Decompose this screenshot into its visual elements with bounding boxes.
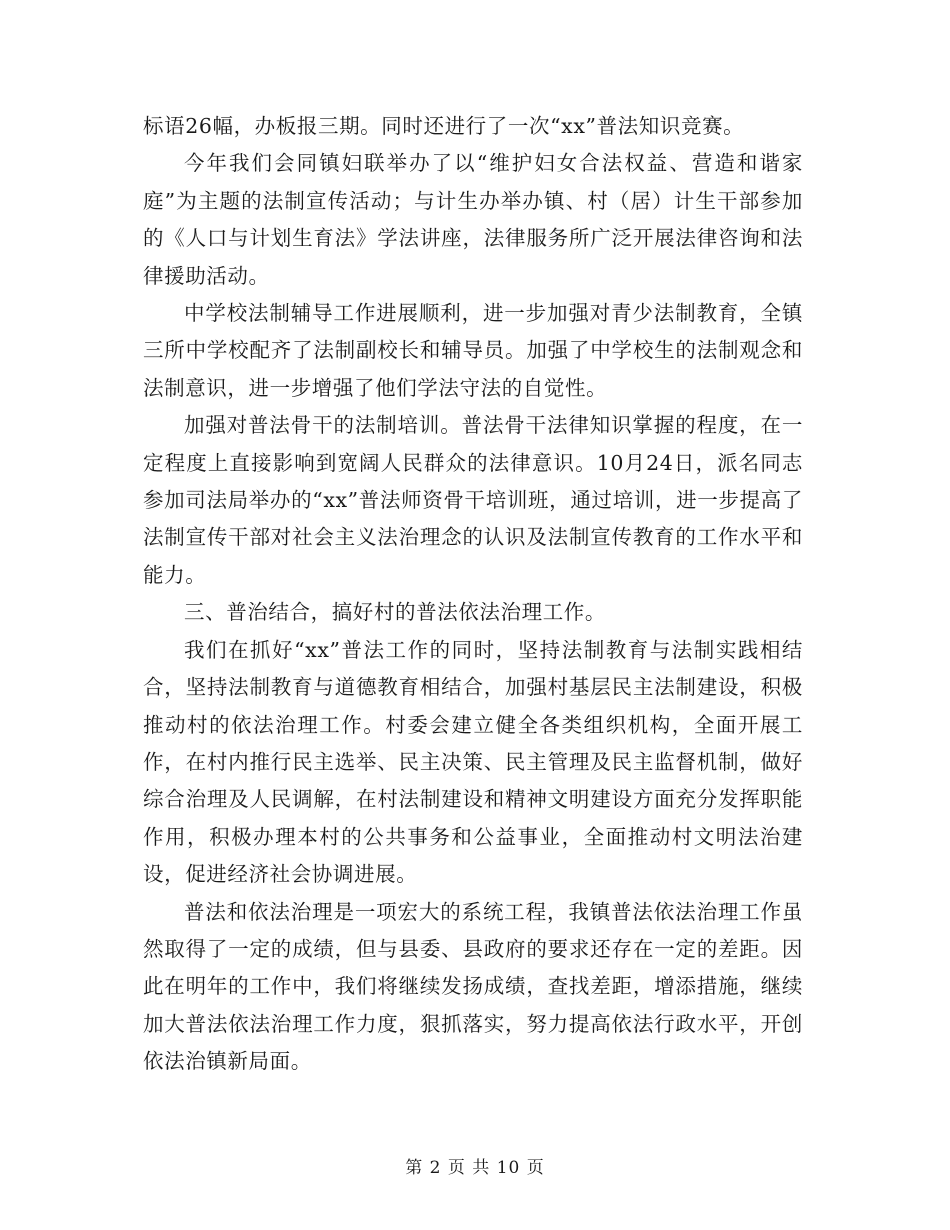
paragraph-village-governance: 我们在抓好“xx”普法工作的同时，坚持法制教育与法制实践相结合，坚持法制教育与道德教育相结合，加强村基层民主法制建设，积极推动村的依法治理工作。村委会建立健全各类组织机构，全面开展工作，在村内推行民主选举、民主决策、民主管理及民主监督机制，做好综合治理及人民调解，在村法制建设和精神文明建设方面充分发挥职能作用，积极办理本村的公共事务和公益事业，全面推动村文明法治建设，促进经济社会协调进展。 <box>143 637 803 887</box>
page-number-footer: 第 2 页 共 10 页 <box>405 1158 545 1178</box>
document-body <box>143 108 803 1081</box>
paragraph-continuation: 标语26幅，办板报三期。同时还进行了一次“xx”普法知识竞赛。 <box>143 114 745 138</box>
section-heading-three: 三、普治结合，搞好村的普法依法治理工作。 <box>184 600 606 625</box>
paragraph-backbone-training: 加强对普法骨干的法制培训。普法骨干法律知识掌握的程度，在一定程度上直接影响到宽阔人民群众的法律意识。10月24日，派名同志参加司法局举办的“xx”普法师资骨干培训班，通过培训，进一步提高了法制宣传干部对社会主义法治理念的认识及法制宣传教育的工作水平和能力。 <box>143 413 803 587</box>
paragraph-conclusion: 普法和依法治理是一项宏大的系统工程，我镇普法依法治理工作虽然取得了一定的成绩，但与县委、县政府的要求还存在一定的差距。因此在明年的工作中，我们将继续发扬成绩，查找差距，增添措施，继续加大普法依法治理工作力度，狠抓落实，努力提高依法行政水平，开创依法治镇新局面。 <box>143 899 803 1074</box>
paragraph-school-legal-education: 中学校法制辅导工作进展顺利，进一步加强对青少法制教育，全镇三所中学校配齐了法制副校长和辅导员。加强了中学校生的法制观念和法制意识，进一步增强了他们学法守法的自觉性。 <box>143 301 803 400</box>
paragraph-womens-federation: 今年我们会同镇妇联举办了以“维护妇女合法权益、营造和谐家庭”为主题的法制宣传活动；与计生办举办镇、村（居）计生干部参加的《人口与计划生育法》学法讲座，法律服务所广泛开展法律咨询和法律援助活动。 <box>143 151 803 288</box>
